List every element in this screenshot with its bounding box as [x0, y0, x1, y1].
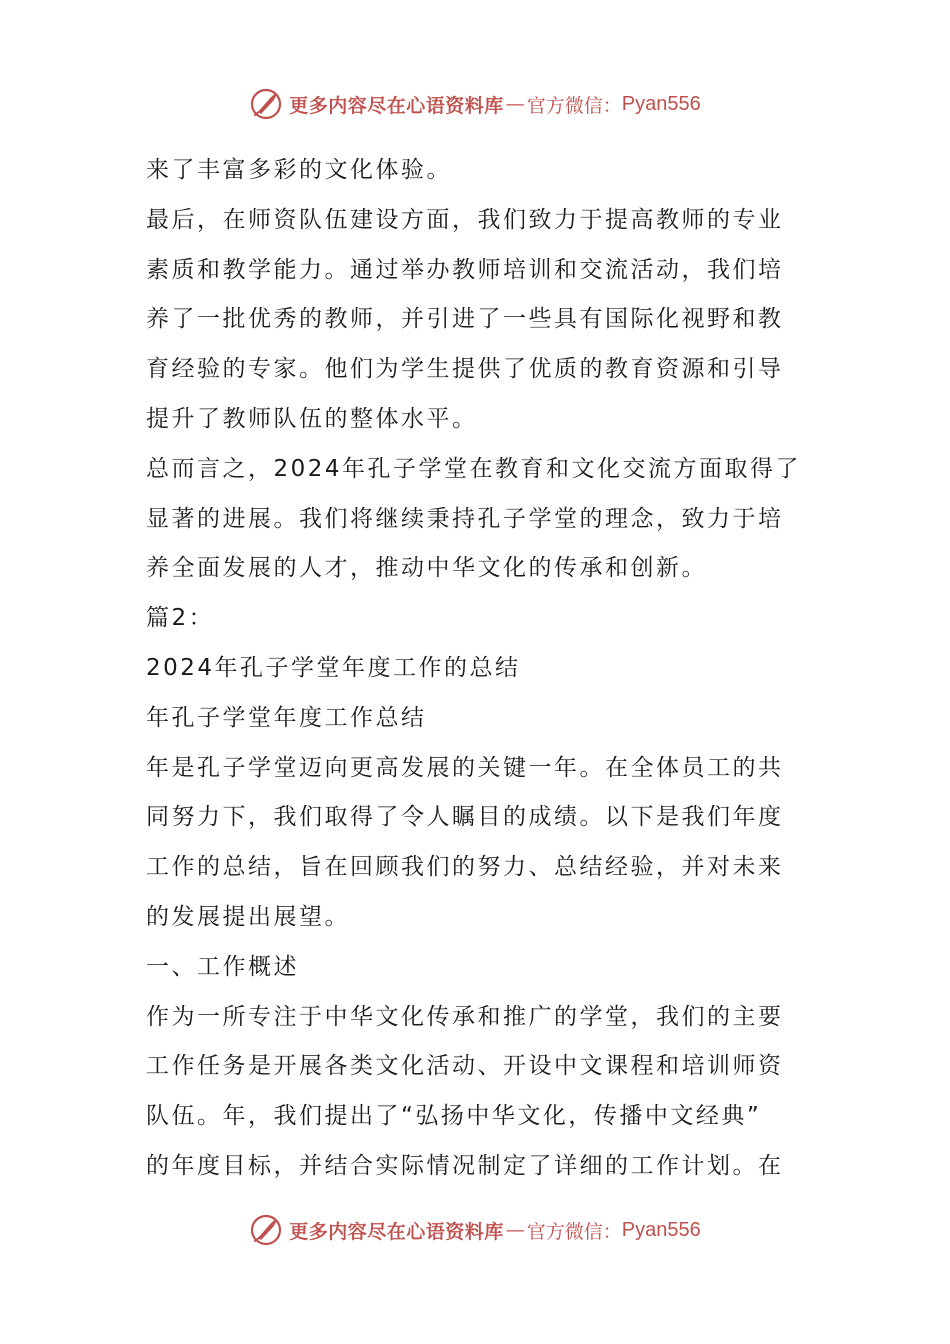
banner-wechat-label: 官方微信：	[526, 94, 622, 117]
header-banner	[0, 82, 950, 126]
banner-separator: —	[505, 93, 525, 115]
text-line: 的年度目标，并结合实际情况制定了详细的工作计划。在	[146, 1152, 784, 1179]
text-line: 队伍。年，我们提出了“弘扬中华文化，传播中文经典”	[146, 1103, 762, 1130]
text-line: 显著的进展。我们将继续秉持孔子学堂的理念，致力于培	[146, 505, 784, 532]
text-line: 最后，在师资队伍建设方面，我们致力于提高教师的专业	[146, 206, 784, 233]
text-line: 来了丰富多彩的文化体验。	[146, 157, 452, 183]
footer-banner	[0, 1208, 950, 1252]
banner-wechat-id: Pyan556	[621, 92, 701, 115]
text-line: 工作的总结，旨在回顾我们的努力、总结经验，并对未来	[146, 854, 784, 881]
text-line: 的发展提出展望。	[146, 903, 350, 930]
quill-pen-icon	[249, 1213, 283, 1247]
text-line: 提升了教师队伍的整体水平。	[146, 405, 478, 432]
banner-wechat-label: 官方微信：	[526, 1220, 622, 1243]
banner-separator: —	[505, 1219, 525, 1241]
document-body	[146, 146, 806, 1192]
text-line: 年孔子学堂年度工作总结	[146, 704, 427, 731]
text-line: 养了一批优秀的教师，并引进了一些具有国际化视野和教	[146, 306, 784, 333]
banner-main-text: 更多内容尽在心语资料库	[289, 1220, 504, 1243]
text-line: 作为一所专注于中华文化传承和推广的学堂，我们的主要	[146, 1003, 784, 1030]
text-line: 年是孔子学堂迈向更高发展的关键一年。在全体员工的共	[146, 754, 784, 781]
banner-wechat-id: Pyan556	[621, 1218, 701, 1241]
text-line: 总而言之，2024年孔子学堂在教育和文化交流方面取得了	[146, 455, 802, 482]
text-line: 育经验的专家。他们为学生提供了优质的教育资源和引导	[146, 356, 784, 383]
banner-main-text: 更多内容尽在心语资料库	[289, 94, 504, 117]
quill-pen-icon	[249, 87, 283, 121]
text-line: 篇2：	[146, 605, 215, 632]
text-line: 工作任务是开展各类文化活动、开设中文课程和培训师资	[146, 1053, 784, 1080]
text-line: 2024年孔子学堂年度工作的总结	[146, 654, 521, 681]
text-line: 养全面发展的人才，推动中华文化的传承和创新。	[146, 555, 707, 582]
text-line: 素质和教学能力。通过举办教师培训和交流活动，我们培	[146, 256, 784, 283]
text-line: 一、工作概述	[146, 953, 299, 980]
text-line: 同努力下，我们取得了令人瞩目的成绩。以下是我们年度	[146, 804, 784, 831]
